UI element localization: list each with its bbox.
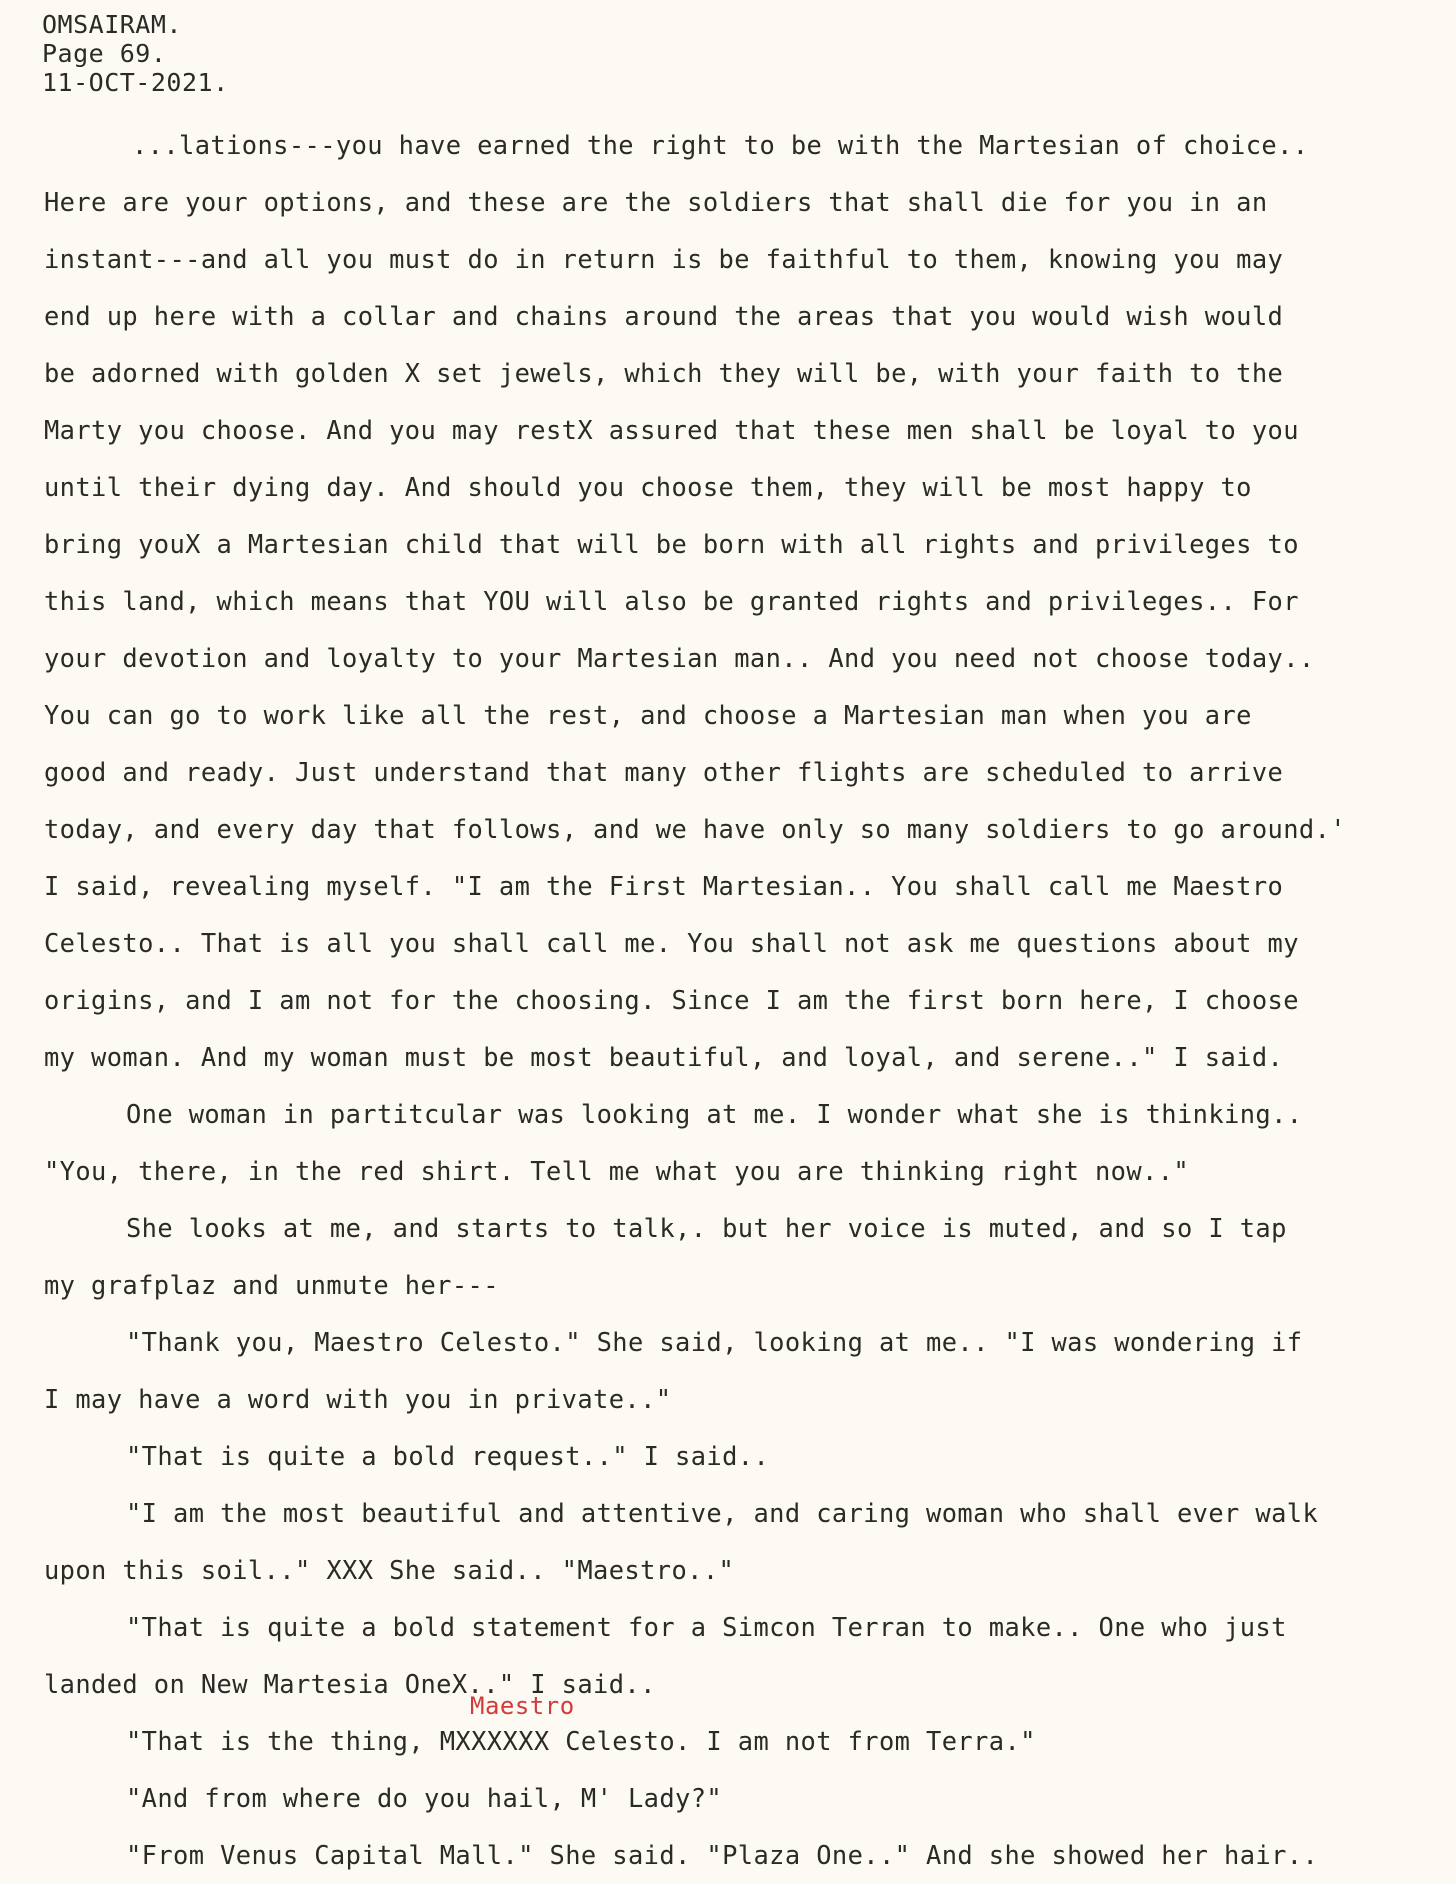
text-line: your devotion and loyalty to your Martesian man.. And you need not choose today.. — [44, 643, 1315, 673]
text-line: "Thank you, Maestro Celesto." She said, looking at me.. "I was wondering if — [126, 1327, 1303, 1357]
text-line: my woman. And my woman must be most beautiful, and loyal, and serene.." I said. — [44, 1042, 1284, 1072]
typed-text-body — [44, 117, 1424, 1884]
text-line: ...lations---you have earned the right to be with the Martesian of choice.. — [132, 130, 1309, 160]
text-line: be adorned with golden X set jewels, which they will be, with your faith to the — [44, 358, 1284, 388]
text-line: "I am the most beautiful and attentive, and caring woman who shall ever walk — [126, 1498, 1319, 1528]
text-line: origins, and I am not for the choosing. Since I am the first born here, I choose — [44, 985, 1299, 1015]
text-line: "And from where do you hail, M' Lady?" — [126, 1783, 723, 1813]
text-line: She looks at me, and starts to talk,. but her voice is muted, and so I tap — [126, 1213, 1287, 1243]
text-line: good and ready. Just understand that many other flights are scheduled to arrive — [44, 757, 1284, 787]
header-page-number: Page 69. — [42, 39, 167, 68]
text-line: upon this soil.." XXX She said.. "Maestro.." — [44, 1555, 735, 1585]
text-line: I said, revealing myself. "I am the First Martesian.. You shall call me Maestro — [44, 871, 1284, 901]
text-line: You can go to work like all the rest, and choose a Martesian man when you are — [44, 700, 1252, 730]
text-line: Here are your options, and these are the soldiers that shall die for you in an — [44, 187, 1268, 217]
text-line: Celesto.. That is all you shall call me. You shall not ask me questions about my — [44, 928, 1299, 958]
text-line: "That is quite a bold statement for a Simcon Terran to make.. One who just — [126, 1612, 1287, 1642]
text-line: "From Venus Capital Mall." She said. "Plaza One.." And she showed her hair.. — [126, 1840, 1319, 1870]
red-handwritten-correction: Maestro — [470, 1692, 575, 1720]
text-line: end up here with a collar and chains around the areas that you would wish would — [44, 301, 1284, 331]
text-line: my grafplaz and unmute her--- — [44, 1270, 499, 1300]
text-line: One woman in partitcular was looking at me. I wonder what she is thinking.. — [126, 1099, 1303, 1129]
text-line: bring youX a Martesian child that will be born with all rights and privileges to — [44, 529, 1299, 559]
text-line: "You, there, in the red shirt. Tell me what you are thinking right now.." — [44, 1156, 1190, 1186]
page-header — [42, 10, 229, 97]
text-line: I may have a word with you in private.." — [44, 1384, 672, 1414]
text-line: "That is the thing, MXXXXXX Celesto. I am not from Terra." — [126, 1726, 1036, 1756]
text-line: today, and every day that follows, and we have only so many soldiers to go around.' — [44, 814, 1346, 844]
text-line: "That is quite a bold request.." I said.. — [126, 1441, 770, 1471]
text-line: until their dying day. And should you choose them, they will be most happy to — [44, 472, 1252, 502]
text-line: instant---and all you must do in return is be faithful to them, knowing you may — [44, 244, 1284, 274]
header-om-sairam: OMSAIRAM. — [42, 10, 182, 39]
text-line: Marty you choose. And you may restX assured that these men shall be loyal to you — [44, 415, 1299, 445]
text-line: this land, which means that YOU will also be granted rights and privileges.. For — [44, 586, 1299, 616]
header-date: 11-OCT-2021. — [42, 68, 229, 97]
text-line: landed on New Martesia OneX.." I said.. — [44, 1669, 656, 1699]
